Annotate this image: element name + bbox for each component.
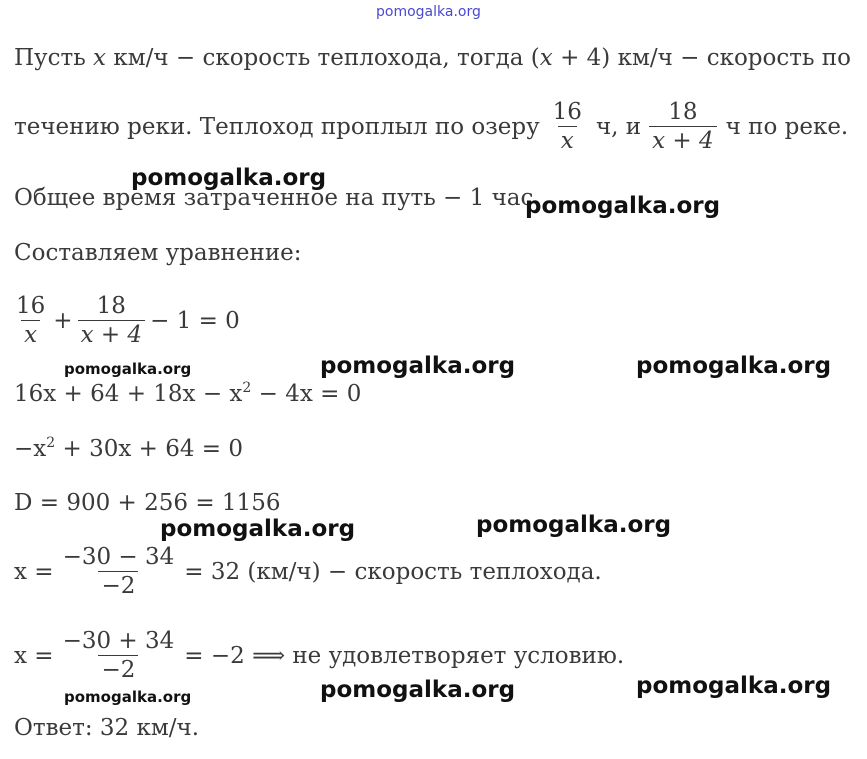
header-watermark: pomogalka.org (376, 4, 481, 20)
fraction-numerator: 16 (16, 293, 46, 319)
problem-text: течению реки. Теплоход проплыл по озеру (14, 113, 540, 140)
equation-text: = 32 (км/ч) − скорость теплохода. (184, 558, 602, 585)
problem-line-2 (14, 98, 848, 155)
fraction-18-over-x-plus-4 (78, 292, 146, 349)
watermark: pomogalka.org (160, 516, 356, 542)
watermark: pomogalka.org (320, 677, 516, 703)
watermark: pomogalka.org (476, 512, 672, 538)
fraction-numerator: 18 (96, 293, 126, 319)
fraction-18-over-x-plus-4 (649, 98, 717, 155)
watermark: pomogalka.org (64, 688, 192, 706)
equation-3 (14, 434, 243, 464)
watermark: pomogalka.org (636, 353, 832, 379)
equation-text: 16x + 64 + 18x − x (14, 381, 243, 407)
watermark: pomogalka.org (525, 193, 721, 219)
fraction-denominator: x + 4 (78, 320, 146, 349)
fraction-denominator: x + 4 (649, 126, 717, 155)
fraction-16-over-x (550, 98, 585, 155)
problem-text: ч, и (595, 113, 642, 140)
equation-text: −x (14, 436, 47, 462)
answer-line: Ответ: 32 км/ч. (14, 715, 200, 741)
fraction-numerator: 18 (668, 99, 698, 125)
fraction-denominator: −2 (98, 655, 138, 684)
equation-2 (14, 379, 361, 409)
problem-text: + 4) км/ч − скорость по (552, 45, 851, 71)
problem-text: км/ч − скорость теплохода, тогда ( (113, 45, 540, 71)
watermark: pomogalka.org (64, 360, 192, 378)
watermark: pomogalka.org (320, 353, 516, 379)
root-1-line (14, 543, 602, 600)
watermark: pomogalka.org (131, 165, 327, 191)
problem-line-1 (14, 43, 851, 73)
root-1-fraction (60, 543, 178, 600)
equation-text: + 30x + 64 = 0 (55, 436, 243, 462)
root-2-line (14, 627, 624, 684)
fraction-numerator: −30 − 34 (62, 544, 175, 570)
discriminant-line: D = 900 + 256 = 1156 (14, 490, 281, 516)
math-variable: x (539, 45, 553, 71)
fraction-16-over-x (13, 292, 48, 349)
problem-text: ч по реке. (725, 113, 849, 140)
equation-text: x = (14, 642, 54, 669)
watermark: pomogalka.org (636, 673, 832, 699)
exponent: 2 (46, 435, 56, 451)
problem-text: Пусть (14, 45, 86, 71)
equation-1 (10, 292, 240, 349)
equation-text: = −2 ⟹ не удовлетворяет условию. (184, 642, 625, 669)
fraction-denominator: −2 (98, 571, 138, 600)
fraction-denominator: x (21, 320, 40, 349)
fraction-numerator: 16 (552, 99, 582, 125)
root-2-fraction (60, 627, 178, 684)
equation-text: − 4x = 0 (251, 381, 362, 407)
equation-text: − 1 = 0 (150, 307, 240, 334)
fraction-numerator: −30 + 34 (62, 628, 175, 654)
equation-text: x = (14, 558, 54, 585)
problem-line-4: Составляем уравнение: (14, 240, 302, 266)
plus-sign: + (53, 307, 73, 334)
problem-line-3: Общее время затраченное на путь − 1 час. (14, 185, 541, 211)
exponent: 2 (242, 380, 252, 396)
fraction-denominator: x (558, 126, 577, 155)
math-variable: x (93, 45, 107, 71)
